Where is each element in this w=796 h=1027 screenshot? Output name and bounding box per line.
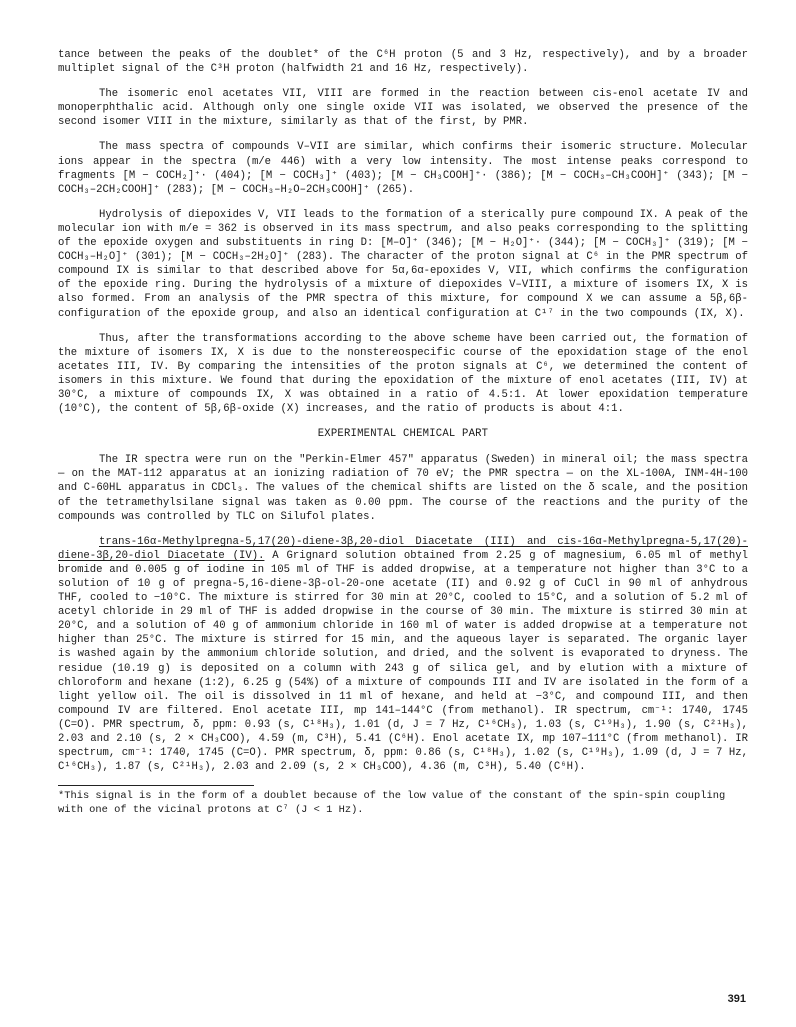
synthesis-title: trans-16α-Methylpregna-5,17(20)-diene-3β,20-diol Diacetate (III) and cis-16α-Methylpregna-5,17(20)-diene-3β,20-diol Diacetate (IV).: [58, 535, 748, 562]
paragraph-mass-spectra: The mass spectra of compounds V–VII are similar, which confirms their isomeric structure. Molecular ions appear in the spectra (m/e 446) with a very low intensity. The most intense peaks correspond to fragments [M − COCH₂]⁺· (404); [M − COCH₃]⁺ (403); [M − CH₃COOH]⁺· (386); [M − COCH₃–CH₃COOH]⁺ (343); [M − COCH₃–2CH₂COOH]⁺ (283); [M − COCH₃–H₂O–2CH₃COOH]⁺ (265).: [58, 141, 748, 196]
page-number: 391: [727, 993, 746, 1005]
paragraph-continuation: tance between the peaks of the doublet* of the C⁶H proton (5 and 3 Hz, respectively), and by a broader multiplet signal of the C³H proton (halfwidth 21 and 16 Hz, respectively).: [58, 49, 748, 76]
paragraph-synthesis: [58, 535, 748, 775]
section-title: EXPERIMENTAL CHEMICAL PART: [317, 428, 489, 441]
synthesis-body: A Grignard solution obtained from 2.25 g of magnesium, 6.05 ml of methyl bromide and 0.005 g of iodine in 105 ml of THF is added dropwise, at a temperature not higher than 3°C to a solution of 10 g of pregna-5,16-diene-3β-ol-20-one acetate (II) and 0.92 g of CuCl in 90 ml of anhydrous THF, cooled to −10°C. The mixture is stirred for 30 min at 20°C, cooled to 15°C, and a solution of 5.2 ml of acetyl chloride in 29 ml of THF is added dropwise in the course of 30 min. The mixture is stirred 30 min at 20°C, and a solution of 40 g of ammonium chloride in 160 ml of water is added dropwise at a temperature not higher than 25°C. The mixture is stirred for 15 min, and the aqueous layer is separated. The organic layer is washed again by the ammonium chloride solution, and dried, and the solvent is evaporated to dryness. The residue (10.19 g) is deposited on a column with 243 g of silica gel, and by elution with a mixture of chloroform and hexane (1:2), 6.25 g (54%) of a mixture of compounds III and IV are isolated in the form of a light yellow oil. The oil is dissolved in 11 ml of hexane, and held at −3°C, and compound III, and then compound IV are filtered. Enol acetate III, mp 141–144°C (from methanol). IR spectrum, cm⁻¹: 1740, 1745 (C=O). PMR spectrum, δ, ppm: 0.93 (s, C¹⁸H₃), 1.01 (d, J = 7 Hz, C¹⁶CH₃), 1.03 (s, C¹⁹H₃), 1.90 (s, C²¹H₃), 2.03 and 2.10 (s, 2 × CH₃COO), 4.59 (m, C³H), 5.41 (C⁶H). Enol acetate IX, mp 107–111°C (from methanol). IR spectrum, cm⁻¹: 1740, 1745 (C=O). PMR spectrum, δ, ppm: 0.86 (s, C¹⁸H₃), 1.02 (s, C¹⁹H₃), 1.09 (d, J = 7 Hz, C¹⁶CH₃), 1.87 (s, C²¹H₃), 2.03 and 2.09 (s, 2 × CH₃COO), 4.36 (m, C³H), 5.40 (C⁶H).: [58, 549, 748, 774]
footnote-divider: [58, 785, 254, 786]
footnote: *This signal is in the form of a doublet because of the low value of the constant of the spin-spin coupling with one of the vicinal protons at C⁷ (J < 1 Hz).: [58, 790, 726, 816]
page-body: [58, 48, 748, 818]
paragraph-apparatus: The IR spectra were run on the "Perkin-Elmer 457" apparatus (Sweden) in mineral oil; the mass spectra — on the MAT-112 apparatus at an ionizing radiation of 70 eV; the PMR spectra — on the XL-100A, INM-4H-100 and C-60HL apparatus in CDCl₃. The values of the chemical shifts are listed on the δ scale, and the position of the tetramethylsilane signal was taken as 0.00 ppm. The course of the reactions and the purity of the compounds was controlled by TLC on Silufol plates.: [58, 454, 748, 523]
paragraph-enol-acetates: The isomeric enol acetates VII, VIII are formed in the reaction between cis-enol acetate IV and monoperphthalic acid. Although only one single oxide VII was isolated, we observed the presence of the second isomer VIII in the mixture, similarly as that of the first, by PMR.: [58, 88, 748, 129]
paragraph-epoxidation: Thus, after the transformations according to the above scheme have been carried out, the formation of the mixture of isomers IX, X is due to the nonstereospecific course of the epoxidation stage of the enol acetates III, IV. By comparing the intensities of the proton signals at C⁶, we determined the content of isomers in this mixture. We found that during the epoxidation of the mixture of enol acetates (III, IV) at 30°C, a mixture of compounds IX, X was obtained in a ratio of 4.5:1. At lower epoxidation temperature (10°C), the content of 5β,6β-oxide (X) increases, and the ratio of products is about 4:1.: [58, 332, 748, 416]
paragraph-hydrolysis: Hydrolysis of diepoxides V, VII leads to the formation of a sterically pure compound IX. A peak of the molecular ion with m/e = 362 is observed in its mass spectrum, and also peaks corresponding to the splitting of the epoxide oxygen and substituents in ring D: [M–O]⁺ (346); [M − H₂O]⁺· (344); [M − COCH₃]⁺ (319); [M − COCH₃–H₂O]⁺ (301); [M − COCH₃–2H₂O]⁺ (283). The character of the proton signal at C⁶ in the PMR spectrum of compound IX is similar to that described above for 5α,6α-epoxides V, VII, which confirms the configuration of the epoxide ring. During the hydrolysis of a mixture of diepoxides V–VIII, a mixture of isomers IX, X is also formed. From an analysis of the PMR spectra of this mixture, for compound X we can assume a 5β,6β-configuration of the epoxide group, and also an identical configuration at C¹⁷ in the two compounds (IX, X).: [58, 208, 748, 320]
